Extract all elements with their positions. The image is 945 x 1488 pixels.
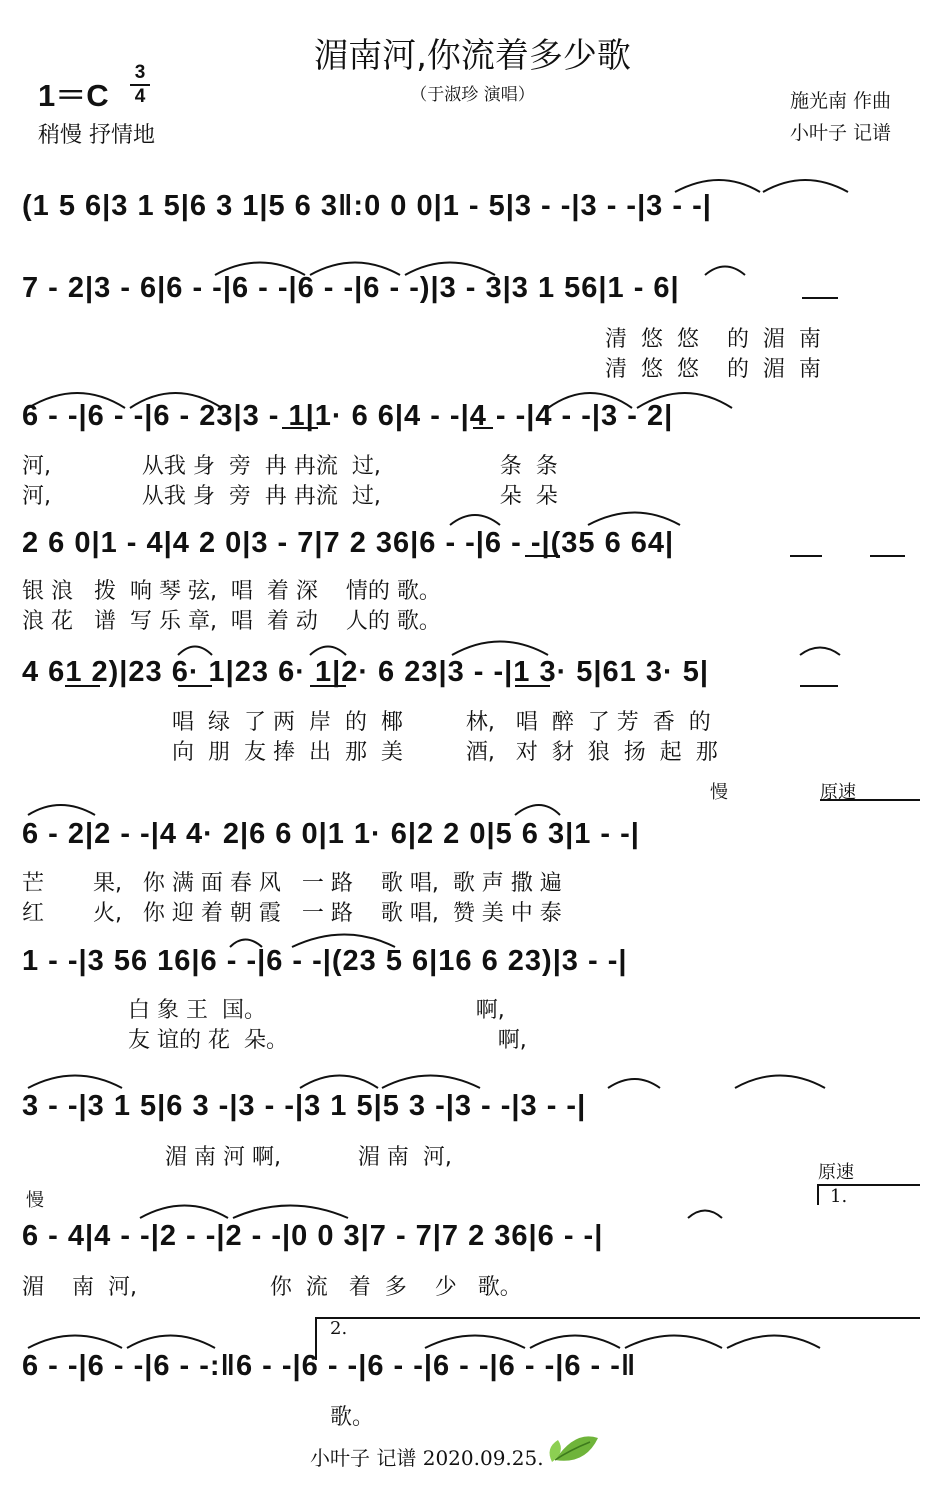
lyric-line-5a: 唱 绿 了 两 岸 的 椰 林, 唱 醉 了 芳 香 的 bbox=[172, 710, 711, 735]
lyric-line-5b: 向 朋 友 捧 出 那 美 酒, 对 豺 狼 扬 起 那 bbox=[172, 740, 718, 765]
lyric-line-9a: 湄 南 河, 你 流 着 多 少 歌。 bbox=[22, 1275, 522, 1300]
lyric-line-7a: 白 象 王 国。 啊, bbox=[128, 998, 505, 1023]
tempo-mark-slow-2: 慢 bbox=[26, 1190, 44, 1211]
lyric-line-7b: 友 谊的 花 朵。 啊, bbox=[128, 1028, 527, 1053]
lyric-line-4b: 浪 花 谱 写 乐 章, 唱 着 动 人的 歌。 bbox=[22, 609, 441, 634]
composer-credit: 施光南 作曲 bbox=[790, 90, 892, 112]
footer-credit: 小叶子 记谱 2020.09.25. bbox=[310, 1446, 544, 1470]
lyric-line-2b: 清 悠 悠 的 湄 南 bbox=[605, 357, 821, 382]
notation-line-2: 7 - 2|3 - 6|6 - -|6 - -|6 - -|6 - -)|3 - 3|3 1 56|1 - 6| bbox=[22, 272, 680, 304]
notation-line-8: 3 - -|3 1 5|6 3 -|3 - -|3 1 5|5 3 -|3 - -|3 - -| bbox=[22, 1090, 587, 1122]
tempo-marking: 稍慢 抒情地 bbox=[38, 123, 155, 148]
notation-line-5: 4 61 2)|23 6· 1|23 6· 1|2· 6 23|3 - -|1 3· 5|61 3· 5| bbox=[22, 656, 709, 688]
performer-credit: （于淑珍 演唱） bbox=[410, 85, 535, 105]
notation-line-9: 6 - 4|4 - -|2 - -|2 - -|0 0 3|7 - 7|7 2 36|6 - -| bbox=[22, 1220, 604, 1252]
song-title: 湄南河,你流着多少歌 bbox=[314, 36, 631, 76]
notation-line-4: 2 6 0|1 - 4|4 2 0|3 - 7|7 2 36|6 - -|6 - -|(35 6 64| bbox=[22, 527, 675, 559]
lyric-line-6b: 红 火, 你 迎 着 朝 霞 一 路 歌 唱, 赞 美 中 泰 bbox=[22, 901, 562, 926]
lyric-line-10a: 歌。 bbox=[330, 1405, 375, 1430]
tempo-mark-original-2: 原速 bbox=[818, 1162, 854, 1183]
lyric-line-3a: 河, 从我 身 旁 冉 冉流 过, 条 条 bbox=[22, 454, 558, 479]
lyric-line-6a: 芒 果, 你 满 面 春 风 一 路 歌 唱, 歌 声 撒 遍 bbox=[22, 871, 562, 896]
tempo-mark-original: 原速 bbox=[820, 782, 856, 803]
transcriber-credit: 小叶子 记谱 bbox=[790, 122, 892, 144]
first-ending-label: 1. bbox=[830, 1186, 848, 1207]
notation-line-10: 6 - -|6 - -|6 - -:‖6 - -|6 - -|6 - -|6 - -|6 - -|6 - -‖ bbox=[22, 1350, 637, 1382]
key-signature: 1＝C bbox=[38, 78, 109, 113]
lyric-line-2a: 清 悠 悠 的 湄 南 bbox=[605, 327, 821, 352]
tempo-mark-slow: 慢 bbox=[710, 782, 728, 803]
notation-line-1: (1 5 6|3 1 5|6 3 1|5 6 3‖:0 0 0|1 - 5|3 - -|3 - -|3 - -| bbox=[22, 190, 712, 222]
meter-top: 3 bbox=[134, 62, 146, 83]
second-ending-label: 2. bbox=[330, 1318, 348, 1339]
notation-line-6: 6 - 2|2 - -|4 4· 2|6 6 0|1 1· 6|2 2 0|5 6 3|1 - -| bbox=[22, 818, 640, 850]
meter-bottom: 4 bbox=[134, 86, 146, 107]
notation-line-3: 6 - -|6 - -|6 - 23|3 - 1|1· 6 6|4 - -|4 - -|4 - -|3 - 2| bbox=[22, 400, 674, 432]
leaf-icon bbox=[550, 1436, 598, 1462]
notation-line-7: 1 - -|3 56 16|6 - -|6 - -|(23 5 6|16 6 23)|3 - -| bbox=[22, 945, 628, 977]
lyric-line-3b: 河, 从我 身 旁 冉 冉流 过, 朵 朵 bbox=[22, 484, 558, 509]
lyric-line-4a: 银 浪 拨 响 琴 弦, 唱 着 深 情的 歌。 bbox=[22, 579, 441, 604]
lyric-line-8a: 湄 南 河 啊, 湄 南 河, bbox=[165, 1145, 452, 1170]
